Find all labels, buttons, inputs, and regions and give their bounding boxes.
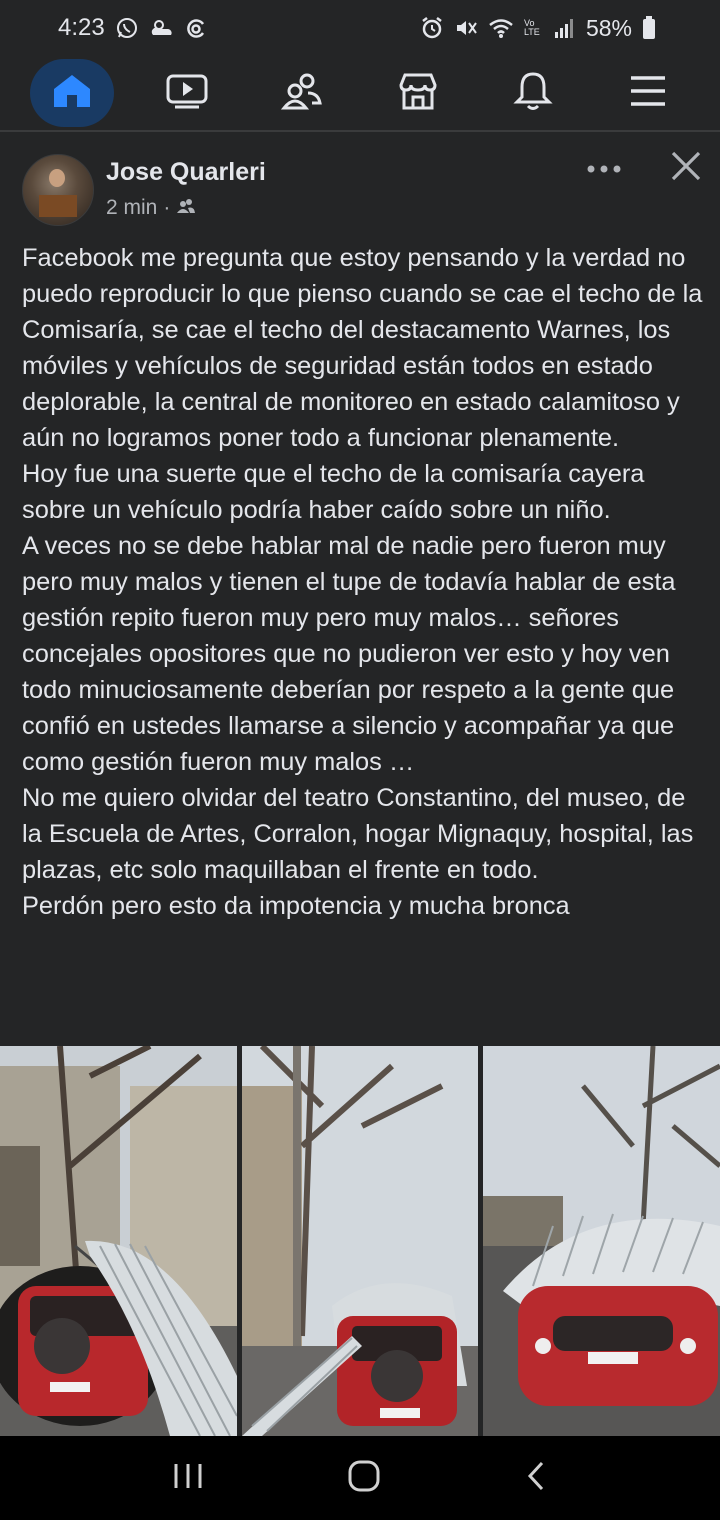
menu-icon bbox=[626, 71, 670, 116]
post-meta bbox=[106, 196, 196, 220]
weather-icon bbox=[149, 17, 175, 39]
home-button-icon bbox=[347, 1480, 381, 1497]
back-icon bbox=[524, 1479, 548, 1496]
alarm-icon bbox=[420, 16, 444, 40]
threads-icon bbox=[185, 16, 207, 40]
post-photo-3[interactable] bbox=[483, 1046, 720, 1436]
post-photo-1[interactable] bbox=[0, 1046, 237, 1436]
system-navigation bbox=[0, 1436, 720, 1520]
home-icon bbox=[50, 71, 94, 116]
post-text bbox=[22, 240, 712, 924]
home-button[interactable] bbox=[347, 1459, 381, 1498]
signal-icon bbox=[554, 17, 576, 39]
nav-marketplace[interactable] bbox=[376, 59, 460, 127]
post-paragraph: A veces no se debe hablar mal de nadie pero fueron muy pero muy malos y tienen el tupe de todavía hablar de esta gestión repito fueron muy pero muy malos… señores concejales opositores que no pudieron ver esto y hoy ven todo minuciosamente deberían por respeto a la gente que confió en ustedes llamarse a silencio y acompañar ya que como gestión fueron muy malos … bbox=[22, 532, 676, 776]
recents-button[interactable] bbox=[172, 1460, 204, 1497]
whatsapp-icon bbox=[115, 16, 139, 40]
more-options-button[interactable] bbox=[582, 152, 626, 186]
friends-icon bbox=[280, 71, 324, 116]
status-time: 4:23 bbox=[58, 14, 105, 41]
post-header bbox=[0, 134, 720, 234]
recents-icon bbox=[172, 1479, 204, 1496]
battery-icon bbox=[642, 16, 656, 40]
wifi-icon bbox=[488, 17, 514, 39]
mute-icon bbox=[454, 16, 478, 40]
status-right bbox=[420, 15, 656, 42]
post-photo-2[interactable] bbox=[242, 1046, 478, 1436]
marketplace-icon bbox=[396, 71, 440, 116]
meta-separator: · bbox=[163, 196, 171, 219]
nav-video[interactable] bbox=[145, 59, 229, 127]
avatar[interactable] bbox=[22, 154, 94, 226]
nav-menu[interactable] bbox=[606, 59, 690, 127]
lte-label: Vo LTE bbox=[523, 18, 540, 37]
battery-percent: 58% bbox=[585, 14, 632, 41]
friends-audience-icon bbox=[176, 196, 196, 220]
post-paragraph: Facebook me pregunta que estoy pensando y la verdad no puedo reproducir lo que pienso cuando se cae el techo de la Comisaría, se cae el techo del destacamento Warnes, los móviles y vehículos de seguridad están todos en estado deplorable, la central de monitoreo en estado calamitoso y aún no logramos poner todo a funcionar plenamente. bbox=[22, 244, 703, 452]
bell-icon bbox=[511, 71, 555, 116]
close-icon bbox=[670, 150, 702, 187]
back-button[interactable] bbox=[524, 1460, 548, 1497]
nav-friends[interactable] bbox=[260, 59, 344, 127]
nav-notifications[interactable] bbox=[491, 59, 575, 127]
post-paragraph: Hoy fue una suerte que el techo de la comisaría cayera sobre un vehículo podría haber caído sobre un niño. bbox=[22, 460, 645, 524]
top-nav bbox=[0, 56, 720, 132]
status-bar bbox=[0, 0, 720, 56]
post-paragraph: Perdón pero esto da impotencia y mucha bronca bbox=[22, 892, 570, 920]
video-icon bbox=[165, 71, 209, 116]
close-post-button[interactable] bbox=[666, 148, 706, 188]
status-left bbox=[58, 14, 207, 42]
nav-home[interactable] bbox=[30, 59, 114, 127]
author-name[interactable]: Jose Quarleri bbox=[106, 158, 266, 186]
post-paragraph: No me quiero olvidar del teatro Constantino, del museo, de la Escuela de Artes, Corralon, hogar Mignaquy, hospital, las plazas, etc solo maquillaban el frente en todo. bbox=[22, 784, 694, 884]
post-photos bbox=[0, 1046, 720, 1436]
post-time[interactable]: 2 min bbox=[106, 196, 158, 219]
